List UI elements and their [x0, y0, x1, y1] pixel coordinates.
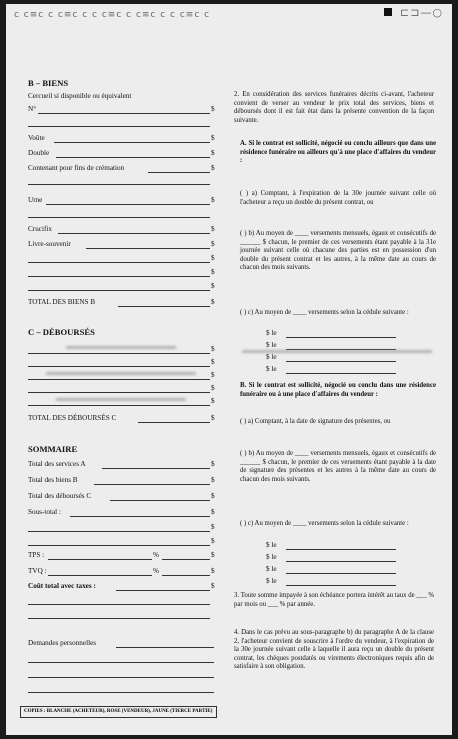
dollar-sign: $: [211, 537, 215, 545]
clause-3-text: 3. Toute somme impayée à son échéance portera intérêt au taux de ___ % par mois ou ___ % par année.: [234, 592, 434, 608]
cout-total-line[interactable]: [116, 590, 210, 591]
option-a-a: ( ) a) Comptant, à l'expiration de la 30e journée suivant celle où l'acheteur a reçu un double du présent contrat, ou: [240, 190, 436, 206]
double-label: Double: [28, 149, 50, 157]
option-b-a: ( ) a) Comptant, à la date de signature des présentes, ou: [240, 418, 391, 425]
bleed-through-smudge: [46, 372, 196, 375]
clause-2-text: 2. En considération des services funéraires décrits ci-avant, l'acheteur convient de verser au vendeur le prix total des services, biens et déboursés dont il est fait état dans la présente convention de la façon suivante.: [234, 91, 434, 124]
schedule-label: $ le: [266, 553, 277, 561]
option-b-b: ( ) b) Au moyen de ____ versements mensuels, égaux et consécutifs de ______ $ chacun, le premier de ces versements étant payable à la date de signature des présentes et les autres à la même date au cours de chacun des mois suivants.: [240, 450, 436, 483]
livre-line[interactable]: [86, 248, 210, 249]
option-b-c: ( ) c) Au moyen de ____ versements selon la cédule suivante :: [240, 520, 409, 527]
voute-label: Voûte: [28, 134, 45, 142]
bleed-through-smudge: [56, 398, 186, 401]
dollar-sign: $: [211, 508, 215, 516]
urne-label: Urne: [28, 196, 43, 204]
total-debourses-summary-line[interactable]: [110, 500, 210, 501]
dollar-sign: $: [211, 582, 215, 590]
dollar-sign: $: [211, 298, 215, 306]
total-services-line[interactable]: [102, 468, 210, 469]
tps-amount-line[interactable]: [162, 559, 210, 560]
dollar-sign: $: [211, 523, 215, 531]
demandes-line[interactable]: [116, 647, 214, 648]
dollar-sign: $: [211, 164, 215, 172]
schedule-label: $ le: [266, 541, 277, 549]
contenant-label: Contenant pour fins de crémation: [28, 164, 125, 172]
contract-page: [6, 4, 452, 735]
debourses-title: C – DÉBOURSÉS: [28, 327, 95, 337]
perforation-marks: c c≡c c c≡c c c c≡c c c≡c c c c≡c c: [14, 10, 211, 20]
clip-icon: ⊏⊐—○: [400, 6, 444, 19]
blank-line[interactable]: [28, 405, 210, 406]
section-a-heading: A. Si le contrat est sollicité, négocié ou conclu ailleurs que dans une résidence funéraire ou ailleurs qu'à une place d'affaires du vendeur :: [240, 140, 436, 164]
voute-line[interactable]: [54, 142, 210, 143]
blank-line[interactable]: [28, 217, 210, 218]
schedule-label: $ le: [266, 365, 277, 373]
blank-line[interactable]: [28, 366, 210, 367]
total-debourses-summary-label: Total des déboursés C: [28, 492, 92, 500]
tps-label: TPS :: [28, 551, 45, 559]
dollar-sign: $: [211, 384, 215, 392]
total-biens-summary-label: Total des biens B: [28, 476, 78, 484]
blank-line[interactable]: [28, 353, 210, 354]
perforation-strip: [6, 6, 452, 24]
total-services-label: Total des services A: [28, 460, 86, 468]
clause-4-text: 4. Dans le cas prévu au sous-paragraphe b) du paragraphe A de la clause 2, l'acheteur convient de souscrire à l'ordre du vendeur, à l'expiration de la 30e journée suivant celle à laquelle il aura reçu un double du présent contrat, les chèques postdatés ou virements électroniques requis afin de satisfaire à son obligation.: [234, 629, 434, 670]
schedule-label: $ le: [266, 565, 277, 573]
dollar-sign: $: [211, 345, 215, 353]
schedule-label: $ le: [266, 341, 277, 349]
schedule-line[interactable]: [286, 549, 396, 550]
percent-sign: %: [153, 551, 159, 559]
dollar-sign: $: [211, 567, 215, 575]
dollar-sign: $: [211, 476, 215, 484]
tps-rate-line[interactable]: [48, 559, 152, 560]
dollar-sign: $: [211, 460, 215, 468]
blank-line[interactable]: [28, 290, 210, 291]
total-biens-summary-line[interactable]: [94, 484, 210, 485]
double-line[interactable]: [56, 157, 210, 158]
cout-total-label: Coût total avec taxes :: [28, 582, 96, 590]
sous-total-line[interactable]: [70, 516, 210, 517]
schedule-line[interactable]: [286, 337, 396, 338]
dollar-sign: $: [211, 254, 215, 262]
blank-line[interactable]: [28, 262, 210, 263]
dollar-sign: $: [211, 397, 215, 405]
blank-line[interactable]: [28, 126, 210, 127]
cercueil-label: Cercueil si disponible ou équivalent: [28, 92, 132, 100]
contenant-line[interactable]: [148, 172, 210, 173]
schedule-line[interactable]: [286, 561, 396, 562]
sommaire-title: SOMMAIRE: [28, 444, 78, 454]
copies-box: COPIES : BLANCHE (ACHETEUR), ROSE (VENDEUR), JAUNE (TIERCE PARTIE): [20, 706, 217, 718]
schedule-line[interactable]: [286, 361, 396, 362]
total-biens-label: TOTAL DES BIENS B: [28, 298, 96, 306]
percent-sign: %: [153, 567, 159, 575]
option-a-c: ( ) c) Au moyen de ____ versements selon la cédule suivante :: [240, 309, 409, 316]
demandes-line[interactable]: [28, 692, 214, 693]
blank-line[interactable]: [28, 184, 210, 185]
biens-title: B – BIENS: [28, 78, 69, 88]
bleed-through-smudge: [66, 346, 176, 349]
crucifix-line[interactable]: [58, 233, 210, 234]
blank-line[interactable]: [28, 604, 210, 605]
bleed-through-smudge: [242, 350, 432, 353]
blank-line[interactable]: [28, 392, 210, 393]
tvq-rate-line[interactable]: [48, 575, 152, 576]
tvq-amount-line[interactable]: [162, 575, 210, 576]
dollar-sign: $: [211, 414, 215, 422]
no-line[interactable]: [38, 113, 210, 114]
dollar-sign: $: [211, 105, 215, 113]
urne-line[interactable]: [46, 204, 210, 205]
schedule-line[interactable]: [286, 585, 396, 586]
dollar-sign: $: [211, 268, 215, 276]
dollar-sign: $: [211, 149, 215, 157]
crucifix-label: Crucifix: [28, 225, 52, 233]
blank-line[interactable]: [28, 618, 210, 619]
schedule-label: $ le: [266, 577, 277, 585]
dollar-sign: $: [211, 371, 215, 379]
demandes-line[interactable]: [28, 677, 214, 678]
total-debourses-line[interactable]: [138, 422, 210, 423]
dollar-sign: $: [211, 551, 215, 559]
sous-total-label: Sous-total :: [28, 508, 61, 516]
no-label: N°: [28, 105, 37, 113]
section-b-heading: B. Si le contrat est sollicité, négocié ou conclu dans une résidence funéraire ou à une place d'affaires du vendeur :: [240, 382, 436, 398]
livre-label: Livre-souvenir: [28, 240, 71, 248]
demandes-line[interactable]: [28, 662, 214, 663]
blank-line[interactable]: [28, 531, 210, 532]
schedule-line[interactable]: [286, 573, 396, 574]
option-a-b: ( ) b) Au moyen de ____ versements mensuels, égaux et consécutifs de ______ $ chacun, le premier de ces versements étant payable à la 31e journée suivant celle où chacune des parties est en possession d'un double du présent contrat et les autres, à la même date au cours de chacun des mois suivants.: [240, 230, 436, 271]
blank-line[interactable]: [28, 276, 210, 277]
total-debourses-label: TOTAL DES DÉBOURSÉS C: [28, 414, 117, 422]
blank-line[interactable]: [28, 545, 210, 546]
schedule-label: $ le: [266, 353, 277, 361]
dollar-sign: $: [211, 492, 215, 500]
dollar-sign: $: [211, 225, 215, 233]
dollar-sign: $: [211, 134, 215, 142]
dollar-sign: $: [211, 358, 215, 366]
dollar-sign: $: [211, 282, 215, 290]
dollar-sign: $: [211, 240, 215, 248]
dollar-sign: $: [211, 196, 215, 204]
schedule-line[interactable]: [286, 373, 396, 374]
tvq-label: TVQ :: [28, 567, 47, 575]
demandes-label: Demandes personnelles: [28, 639, 97, 647]
schedule-label: $ le: [266, 329, 277, 337]
punch-hole: [384, 8, 392, 16]
blank-line[interactable]: [28, 379, 210, 380]
total-biens-line[interactable]: [118, 306, 210, 307]
